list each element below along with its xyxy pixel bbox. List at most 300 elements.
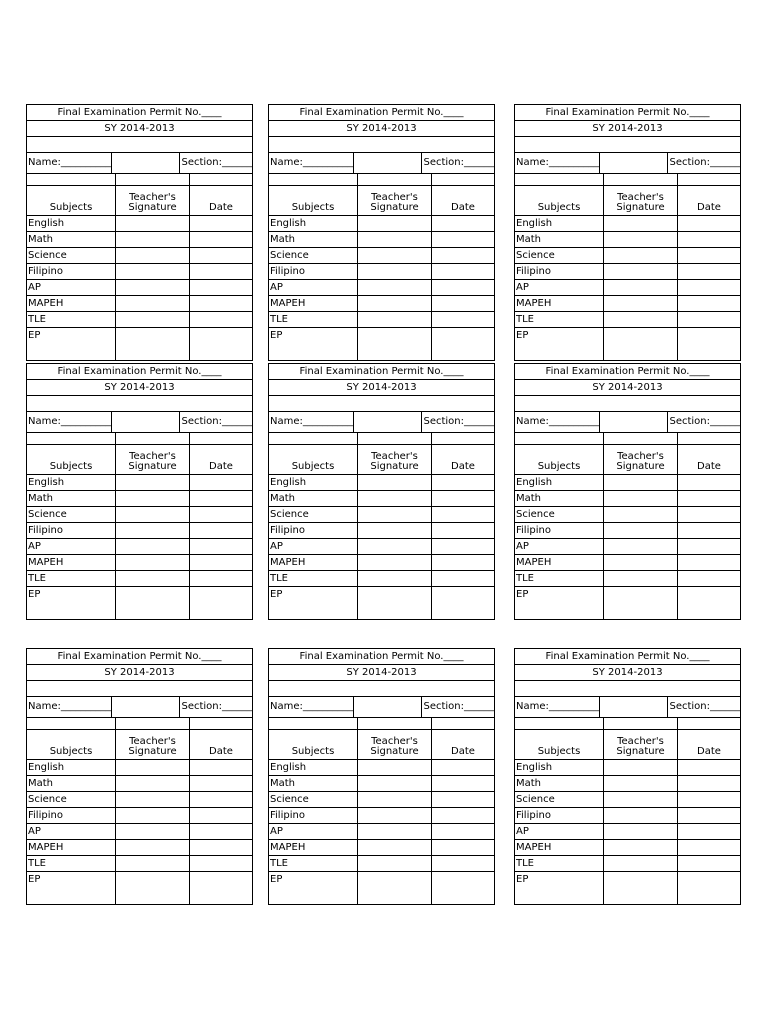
signature-cell[interactable] (115, 856, 189, 871)
date-cell[interactable] (431, 523, 494, 538)
signature-cell[interactable] (115, 571, 189, 586)
date-cell[interactable] (431, 539, 494, 554)
exam-permit (514, 363, 741, 620)
signature-cell[interactable] (603, 872, 677, 888)
signature-cell[interactable] (603, 491, 677, 506)
name-section-row (515, 697, 740, 718)
date-cell[interactable] (189, 792, 252, 807)
date-cell[interactable] (189, 475, 252, 490)
subject-row (515, 587, 740, 603)
signature-cell[interactable] (115, 507, 189, 522)
school-year-row (27, 380, 252, 396)
signature-cell[interactable] (115, 872, 189, 888)
signature-cell[interactable] (603, 280, 677, 295)
date-cell[interactable] (677, 856, 740, 871)
signature-cell[interactable] (115, 296, 189, 311)
date-cell[interactable] (431, 280, 494, 295)
section-label[interactable]: Section:______ (421, 153, 494, 173)
date-cell[interactable] (677, 296, 740, 311)
subject-name: Science (28, 508, 67, 520)
date-header: Date (677, 730, 740, 759)
date-cell[interactable] (677, 280, 740, 295)
subject-rows (27, 216, 252, 344)
signature-cell[interactable] (357, 840, 431, 855)
subject-name: TLE (270, 313, 288, 325)
date-cell[interactable] (431, 856, 494, 871)
signature-cell[interactable] (115, 539, 189, 554)
subject-name: Science (516, 508, 555, 520)
signature-cell[interactable] (603, 216, 677, 231)
signature-header: Teacher's Signature (357, 445, 431, 474)
date-cell[interactable] (189, 296, 252, 311)
signature-cell[interactable] (115, 840, 189, 855)
subjects-header: Subjects (537, 746, 581, 757)
section-label[interactable]: Section:______ (421, 412, 494, 432)
signature-cell[interactable] (115, 216, 189, 231)
date-cell[interactable] (189, 571, 252, 586)
subject-row (515, 328, 740, 344)
signature-cell[interactable] (603, 296, 677, 311)
date-cell[interactable] (431, 587, 494, 603)
name-section-row (269, 153, 494, 174)
signature-cell[interactable] (603, 571, 677, 586)
date-cell[interactable] (677, 491, 740, 506)
subject-row (269, 248, 494, 264)
name-label[interactable]: Name:__________ (28, 701, 111, 712)
signature-cell[interactable] (357, 555, 431, 570)
signature-cell[interactable] (115, 280, 189, 295)
subject-row (27, 248, 252, 264)
subject-name: EP (28, 874, 41, 885)
signature-cell[interactable] (115, 328, 189, 344)
name-section-row (27, 412, 252, 433)
subject-row (269, 856, 494, 872)
signature-cell[interactable] (357, 808, 431, 823)
date-cell[interactable] (677, 507, 740, 522)
signature-cell[interactable] (603, 808, 677, 823)
signature-cell[interactable] (115, 312, 189, 327)
date-cell[interactable] (189, 232, 252, 247)
section-label[interactable]: Section:______ (667, 153, 740, 173)
signature-cell[interactable] (603, 856, 677, 871)
permit-title-row (515, 105, 740, 121)
date-cell[interactable] (677, 216, 740, 231)
permit-title: Final Examination Permit No.____ (545, 365, 710, 377)
date-cell[interactable] (677, 475, 740, 490)
date-cell[interactable] (677, 555, 740, 570)
empty-subject-row (515, 603, 740, 619)
signature-cell[interactable] (357, 248, 431, 263)
date-cell[interactable] (431, 776, 494, 791)
date-cell[interactable] (189, 523, 252, 538)
subject-row (269, 216, 494, 232)
subject-name: AP (28, 540, 41, 552)
name-label[interactable]: Name:__________ (270, 157, 353, 168)
date-cell[interactable] (431, 312, 494, 327)
date-cell[interactable] (677, 312, 740, 327)
signature-header: Teacher's Signature (115, 445, 189, 474)
subject-name: MAPEH (270, 841, 306, 853)
date-cell[interactable] (189, 555, 252, 570)
date-cell[interactable] (189, 507, 252, 522)
subject-name: Filipino (516, 809, 551, 821)
date-cell[interactable] (189, 587, 252, 603)
date-cell[interactable] (677, 792, 740, 807)
subject-name: Filipino (270, 524, 305, 536)
school-year: SY 2014-2013 (346, 381, 417, 393)
signature-cell[interactable] (357, 216, 431, 231)
date-cell[interactable] (431, 248, 494, 263)
signature-cell[interactable] (603, 587, 677, 603)
signature-cell[interactable] (603, 539, 677, 554)
date-cell[interactable] (431, 507, 494, 522)
school-year: SY 2014-2013 (104, 122, 175, 134)
signature-cell[interactable] (603, 328, 677, 344)
subject-row (27, 824, 252, 840)
signature-cell[interactable] (357, 792, 431, 807)
subject-row (27, 792, 252, 808)
subject-name: Science (270, 793, 309, 805)
subject-name: Filipino (28, 524, 63, 536)
empty-subject-row (269, 888, 494, 904)
exam-permit (268, 104, 495, 361)
school-year-row (269, 121, 494, 137)
date-cell[interactable] (431, 491, 494, 506)
date-cell[interactable] (677, 808, 740, 823)
subject-name: Math (516, 233, 542, 245)
subject-row (269, 523, 494, 539)
date-cell[interactable] (431, 792, 494, 807)
date-cell[interactable] (431, 571, 494, 586)
name-label[interactable]: Name:__________ (270, 701, 353, 712)
signature-cell[interactable] (115, 587, 189, 603)
spacer-row (27, 137, 252, 153)
section-label-cell (353, 153, 422, 173)
subject-row (269, 280, 494, 296)
school-year-row (27, 665, 252, 681)
subject-row (515, 248, 740, 264)
date-cell[interactable] (431, 216, 494, 231)
signature-header: Teacher's Signature (603, 445, 677, 474)
signature-cell[interactable] (357, 264, 431, 279)
name-section-row (515, 153, 740, 174)
signature-cell[interactable] (357, 856, 431, 871)
school-year: SY 2014-2013 (346, 666, 417, 678)
date-header: Date (189, 186, 252, 215)
signature-cell[interactable] (603, 232, 677, 247)
permit-title: Final Examination Permit No.____ (545, 650, 710, 662)
section-label[interactable]: Section:______ (667, 697, 740, 717)
signature-header: Teacher's Signature (115, 730, 189, 759)
subject-rows (515, 760, 740, 888)
date-cell[interactable] (431, 555, 494, 570)
permit-title-row (27, 105, 252, 121)
date-cell[interactable] (189, 856, 252, 871)
name-label[interactable]: Name:__________ (28, 416, 111, 427)
school-year: SY 2014-2013 (346, 122, 417, 134)
subject-row (269, 760, 494, 776)
column-header-row (269, 730, 494, 760)
subject-row (27, 808, 252, 824)
subject-name: MAPEH (516, 841, 552, 853)
signature-cell[interactable] (603, 555, 677, 570)
date-cell[interactable] (189, 280, 252, 295)
signature-cell[interactable] (603, 840, 677, 855)
signature-cell[interactable] (357, 507, 431, 522)
permit-title: Final Examination Permit No.____ (299, 106, 464, 118)
signature-cell[interactable] (603, 264, 677, 279)
exam-permit (514, 104, 741, 361)
date-cell[interactable] (677, 840, 740, 855)
name-label[interactable]: Name:__________ (270, 416, 353, 427)
date-cell[interactable] (431, 232, 494, 247)
permit-title: Final Examination Permit No.____ (57, 106, 222, 118)
subject-row (269, 840, 494, 856)
signature-cell[interactable] (115, 808, 189, 823)
name-label[interactable]: Name:__________ (516, 701, 599, 712)
signature-cell[interactable] (603, 475, 677, 490)
subjects-header: Subjects (291, 461, 335, 472)
signature-cell[interactable] (357, 824, 431, 839)
subject-rows (515, 216, 740, 344)
spacer-row (27, 396, 252, 412)
date-cell[interactable] (189, 491, 252, 506)
date-cell[interactable] (677, 232, 740, 247)
blank-row (269, 174, 494, 186)
date-cell[interactable] (189, 760, 252, 775)
subject-name: MAPEH (516, 556, 552, 568)
subject-name: AP (28, 281, 41, 293)
section-label[interactable]: Section:______ (179, 412, 252, 432)
name-section-row (27, 697, 252, 718)
signature-cell[interactable] (357, 312, 431, 327)
subject-name: TLE (270, 857, 288, 869)
school-year-row (269, 665, 494, 681)
subject-row (27, 216, 252, 232)
signature-cell[interactable] (357, 571, 431, 586)
date-cell[interactable] (189, 808, 252, 823)
blank-row (269, 718, 494, 730)
date-header: Date (431, 186, 494, 215)
date-cell[interactable] (431, 328, 494, 344)
subject-name: Math (270, 233, 296, 245)
date-cell[interactable] (189, 824, 252, 839)
subject-name: Math (516, 492, 542, 504)
date-cell[interactable] (189, 248, 252, 263)
signature-cell[interactable] (357, 872, 431, 888)
signature-cell[interactable] (357, 587, 431, 603)
subject-name: Science (270, 508, 309, 520)
signature-header: Teacher's Signature (357, 730, 431, 759)
subject-row (269, 808, 494, 824)
subject-name: MAPEH (28, 297, 64, 309)
date-cell[interactable] (431, 760, 494, 775)
signature-cell[interactable] (603, 248, 677, 263)
subject-name: Science (516, 793, 555, 805)
subject-rows (27, 475, 252, 603)
date-header: Date (189, 730, 252, 759)
subject-name: English (270, 761, 307, 773)
date-cell[interactable] (189, 872, 252, 888)
column-header-row (269, 186, 494, 216)
signature-cell[interactable] (603, 312, 677, 327)
signature-cell[interactable] (357, 539, 431, 554)
exam-permit (514, 648, 741, 905)
subject-row (515, 491, 740, 507)
subject-name: Science (28, 793, 67, 805)
subject-row (269, 824, 494, 840)
date-cell[interactable] (677, 587, 740, 603)
signature-cell[interactable] (115, 475, 189, 490)
subject-name: EP (270, 589, 283, 600)
date-cell[interactable] (189, 328, 252, 344)
signature-cell[interactable] (603, 523, 677, 538)
signature-cell[interactable] (115, 760, 189, 775)
signature-cell[interactable] (115, 792, 189, 807)
subject-name: EP (270, 330, 283, 341)
section-label[interactable]: Section:______ (179, 153, 252, 173)
subject-name: English (270, 217, 307, 229)
name-label[interactable]: Name:__________ (516, 416, 599, 427)
date-cell[interactable] (677, 264, 740, 279)
signature-cell[interactable] (357, 491, 431, 506)
signature-cell[interactable] (357, 760, 431, 775)
signature-cell[interactable] (115, 776, 189, 791)
subject-row (515, 523, 740, 539)
subject-row (269, 232, 494, 248)
section-label[interactable]: Section:______ (667, 412, 740, 432)
subject-name: Math (270, 777, 296, 789)
subject-row (515, 872, 740, 888)
signature-cell[interactable] (115, 232, 189, 247)
subject-row (27, 571, 252, 587)
date-cell[interactable] (677, 760, 740, 775)
section-label-cell (353, 697, 422, 717)
column-header-row (515, 730, 740, 760)
subject-row (515, 792, 740, 808)
subject-name: English (516, 761, 553, 773)
permit-title-row (269, 105, 494, 121)
subject-row (515, 571, 740, 587)
permit-title-row (269, 649, 494, 665)
empty-subject-row (27, 344, 252, 360)
date-cell[interactable] (431, 264, 494, 279)
date-header: Date (677, 186, 740, 215)
signature-cell[interactable] (115, 523, 189, 538)
exam-permit (268, 363, 495, 620)
subjects-header: Subjects (537, 461, 581, 472)
signature-cell[interactable] (603, 776, 677, 791)
subject-row (27, 507, 252, 523)
subject-row (269, 312, 494, 328)
subject-row (515, 312, 740, 328)
date-cell[interactable] (677, 872, 740, 888)
date-cell[interactable] (431, 296, 494, 311)
name-section-row (515, 412, 740, 433)
signature-cell[interactable] (115, 555, 189, 570)
date-cell[interactable] (677, 523, 740, 538)
signature-cell[interactable] (115, 264, 189, 279)
subject-row (269, 491, 494, 507)
date-cell[interactable] (189, 264, 252, 279)
subject-row (27, 776, 252, 792)
date-cell[interactable] (189, 776, 252, 791)
signature-cell[interactable] (603, 792, 677, 807)
subject-name: Math (28, 233, 54, 245)
date-cell[interactable] (189, 840, 252, 855)
subjects-header: Subjects (537, 202, 581, 213)
section-label-cell (353, 412, 422, 432)
subject-row (27, 523, 252, 539)
date-header: Date (431, 445, 494, 474)
name-label[interactable]: Name:__________ (28, 157, 111, 168)
section-label[interactable]: Section:______ (421, 697, 494, 717)
subject-row (269, 264, 494, 280)
signature-cell[interactable] (357, 280, 431, 295)
date-cell[interactable] (431, 824, 494, 839)
signature-cell[interactable] (357, 232, 431, 247)
signature-cell[interactable] (603, 824, 677, 839)
signature-cell[interactable] (115, 491, 189, 506)
school-year-row (27, 121, 252, 137)
signature-cell[interactable] (357, 776, 431, 791)
date-cell[interactable] (189, 539, 252, 554)
signature-header: Teacher's Signature (603, 186, 677, 215)
date-cell[interactable] (677, 571, 740, 586)
subject-row (515, 856, 740, 872)
column-header-row (269, 445, 494, 475)
signature-cell[interactable] (603, 507, 677, 522)
section-label[interactable]: Section:______ (179, 697, 252, 717)
signature-cell[interactable] (357, 475, 431, 490)
subject-name: TLE (28, 572, 46, 584)
empty-subject-row (269, 603, 494, 619)
signature-cell[interactable] (115, 824, 189, 839)
signature-cell[interactable] (357, 328, 431, 344)
exam-permit (26, 648, 253, 905)
school-year-row (515, 121, 740, 137)
date-cell[interactable] (677, 328, 740, 344)
date-cell[interactable] (677, 539, 740, 554)
permit-title: Final Examination Permit No.____ (545, 106, 710, 118)
date-cell[interactable] (431, 475, 494, 490)
date-cell[interactable] (189, 216, 252, 231)
date-cell[interactable] (677, 776, 740, 791)
signature-cell[interactable] (357, 523, 431, 538)
date-cell[interactable] (431, 872, 494, 888)
signature-header: Teacher's Signature (357, 186, 431, 215)
subject-name: Filipino (516, 524, 551, 536)
subject-row (515, 507, 740, 523)
date-cell[interactable] (677, 824, 740, 839)
name-label[interactable]: Name:__________ (516, 157, 599, 168)
signature-cell[interactable] (357, 296, 431, 311)
subject-row (515, 216, 740, 232)
date-cell[interactable] (189, 312, 252, 327)
signature-cell[interactable] (115, 248, 189, 263)
signature-header: Teacher's Signature (115, 186, 189, 215)
signature-cell[interactable] (603, 760, 677, 775)
school-year-row (515, 380, 740, 396)
subject-row (269, 792, 494, 808)
exam-permit (26, 363, 253, 620)
subjects-header: Subjects (291, 746, 335, 757)
date-cell[interactable] (677, 248, 740, 263)
permit-title-row (27, 649, 252, 665)
date-cell[interactable] (431, 808, 494, 823)
subject-row (269, 555, 494, 571)
date-cell[interactable] (431, 840, 494, 855)
